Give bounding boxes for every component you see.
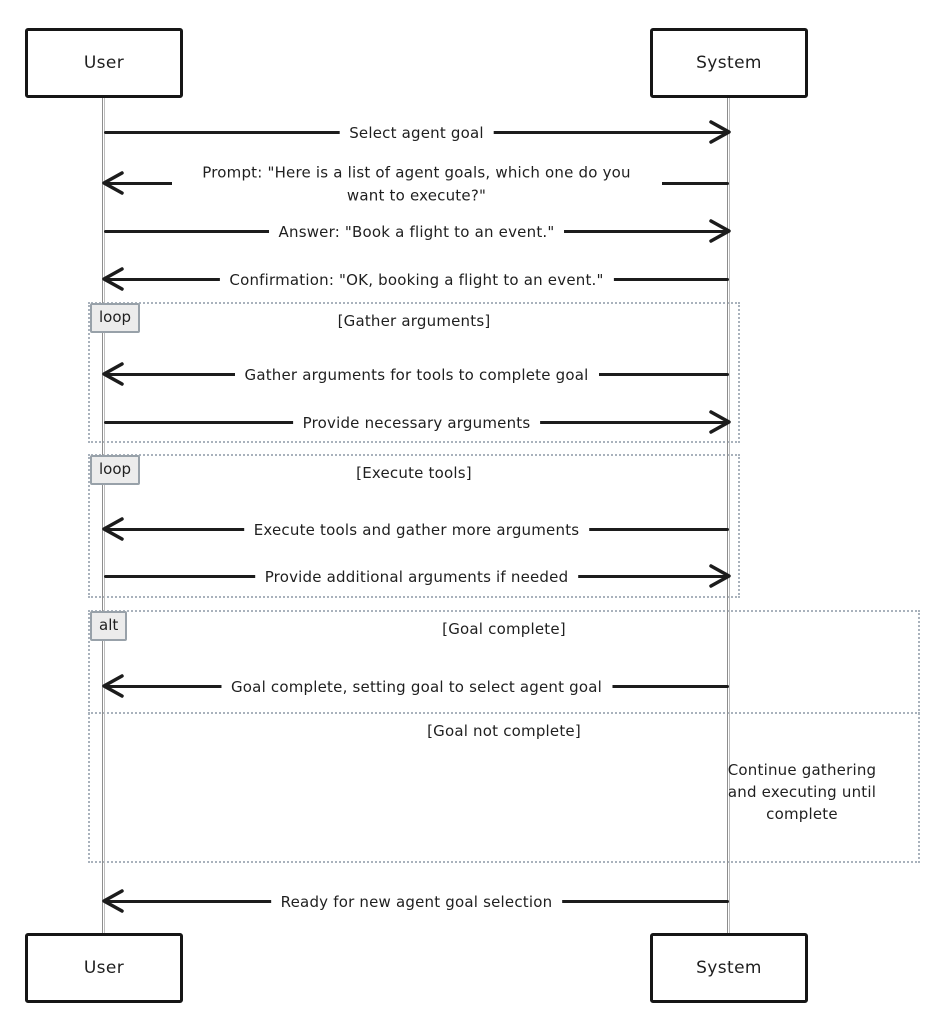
message-label: Confirmation: "OK, booking a flight to an event." (219, 267, 613, 294)
message-label: Ready for new agent goal selection (271, 889, 563, 916)
actor-box-user-top (25, 28, 183, 98)
actor-box-user-bottom (25, 933, 183, 1003)
message-label: Prompt: "Here is a list of agent goals, which one do you want to execute?" (172, 160, 662, 209)
message-label: Select agent goal (339, 120, 494, 147)
actor-label-user: User (83, 958, 125, 978)
arrowhead-left-icon (100, 266, 128, 292)
loop-badge: loop (90, 303, 140, 333)
arrowhead-right-icon (705, 218, 733, 244)
arrowhead-right-icon (705, 563, 733, 589)
arrowhead-right-icon (705, 119, 733, 145)
actor-box-system-top (650, 28, 808, 98)
fragment-condition: [Execute tools] (356, 464, 472, 482)
fragment-condition-top: [Goal complete] (442, 620, 566, 638)
fragment-condition-bottom: [Goal not complete] (427, 722, 581, 740)
arrowhead-left-icon (100, 361, 128, 387)
message-label: Execute tools and gather more arguments (244, 517, 590, 544)
arrowhead-left-icon (100, 888, 128, 914)
message-label: Answer: "Book a flight to an event." (269, 219, 565, 246)
arrowhead-left-icon (100, 170, 128, 196)
arrowhead-left-icon (100, 516, 128, 542)
message-label: Provide additional arguments if needed (255, 564, 579, 591)
fragment-condition: [Gather arguments] (337, 312, 491, 330)
actor-label-system: System (696, 53, 762, 73)
alt-badge: alt (90, 611, 127, 641)
alt-divider (88, 712, 920, 714)
actor-label-user: User (83, 53, 125, 73)
message-label: Gather arguments for tools to complete goal (235, 362, 599, 389)
arrowhead-right-icon (705, 409, 733, 435)
note-continue-gathering: Continue gathering and executing until complete (727, 761, 877, 823)
loop-badge: loop (90, 455, 140, 485)
arrowhead-left-icon (100, 673, 128, 699)
actor-box-system-bottom (650, 933, 808, 1003)
message-label: Goal complete, setting goal to select agent goal (221, 674, 612, 701)
message-label: Provide necessary arguments (293, 410, 541, 437)
actor-label-system: System (696, 958, 762, 978)
